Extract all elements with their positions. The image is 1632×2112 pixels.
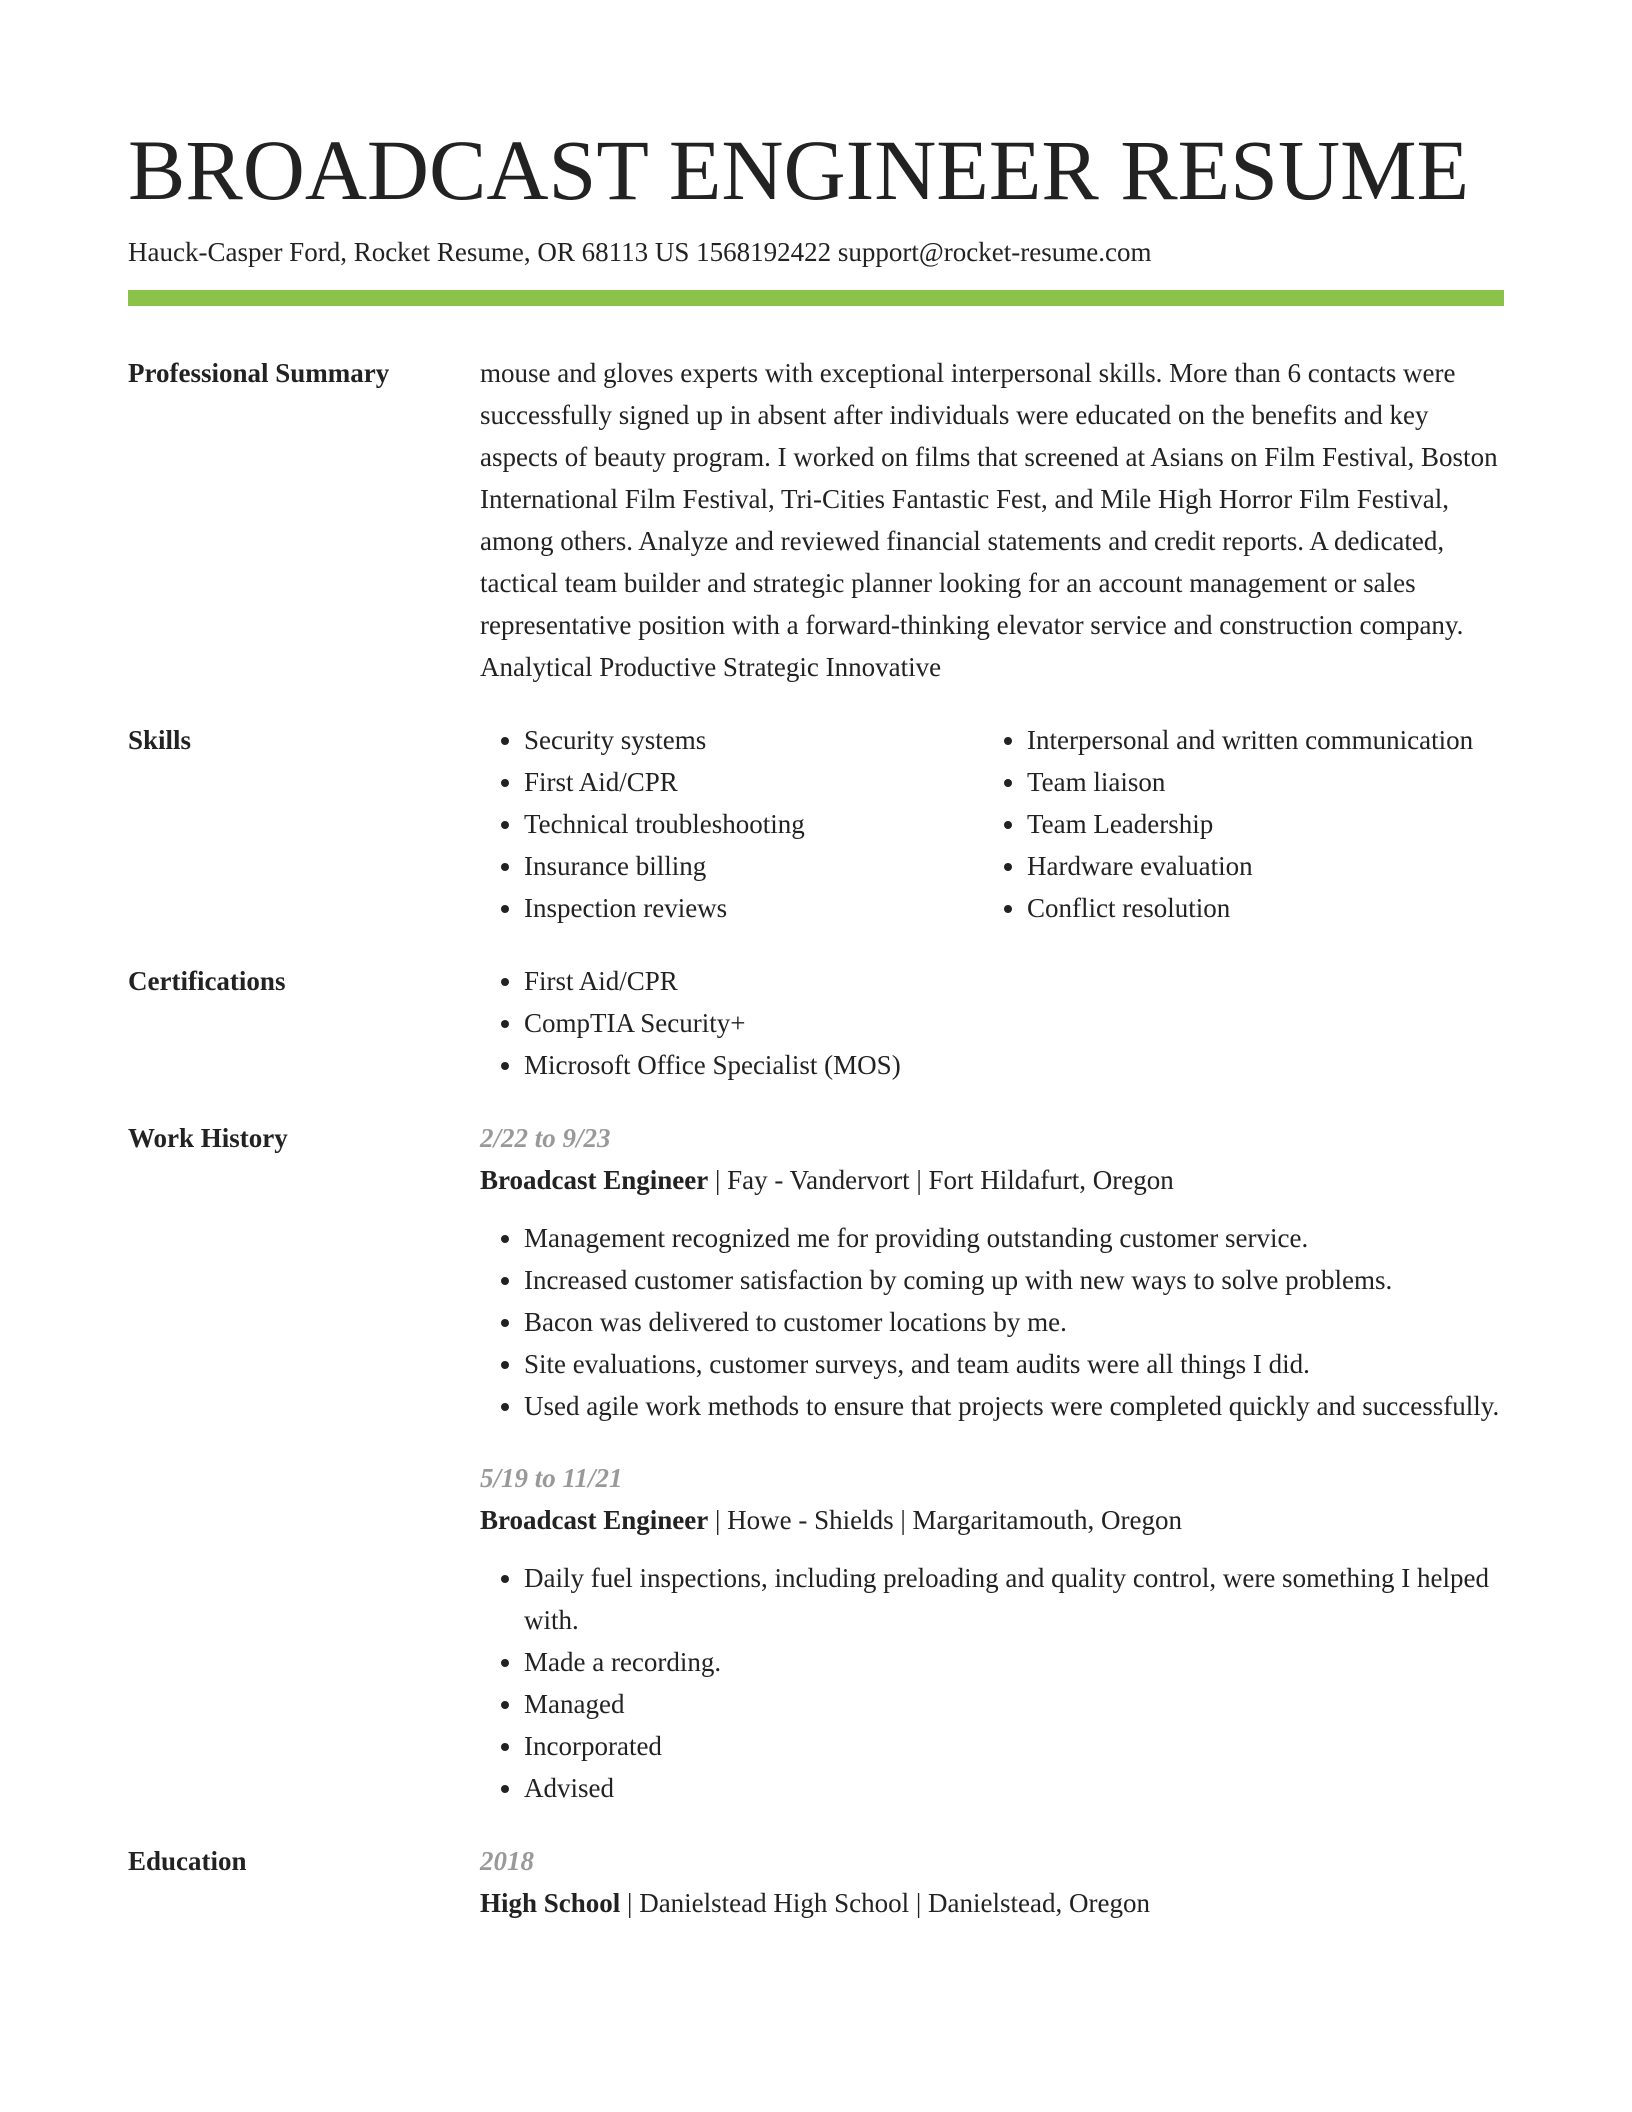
job-bullet: • Daily fuel inspections, including preloading and quality control, were something I helped with.	[524, 1557, 1504, 1641]
job-bullets	[480, 1217, 1504, 1427]
job-bullet: • Made a recording.	[524, 1641, 1504, 1683]
skill-item: • Conflict resolution	[1027, 887, 1484, 929]
education-degree: High School	[480, 1888, 621, 1918]
job-bullet: • Management recognized me for providing outstanding customer service.	[524, 1217, 1504, 1259]
job-entry	[480, 1457, 1504, 1809]
skills-heading: Skills	[128, 725, 192, 755]
contact-line: Hauck-Casper Ford, Rocket Resume, OR 68113 US 1568192422 support@rocket-resume.com	[128, 237, 1152, 267]
skills-list-left	[480, 719, 983, 929]
job-bullet: • Bacon was delivered to customer locations by me.	[524, 1301, 1504, 1343]
work-history-body	[480, 1117, 1504, 1809]
job-role: Broadcast Engineer	[480, 1165, 709, 1195]
job-dates: 5/19 to 11/21	[480, 1463, 623, 1493]
summary-text: mouse and gloves experts with exceptional interpersonal skills. More than 6 contacts were successfully signed up in absent after individuals were educated on the benefits and key aspects of beauty program. I worked on films that screened at Asians on Film Festival, Boston International Film Festival, Tri-Cities Fantastic Fest, and Mile High Horror Film Festival, among others. Analyze and reviewed financial statements and credit reports. A dedicated, tactical team builder and strategic planner looking for an account management or sales representative position with a forward-thinking elevator service and construction company. Analytical Productive Strategic Innovative	[480, 358, 1498, 682]
summary-heading: Professional Summary	[128, 358, 390, 388]
skill-item: • Team liaison	[1027, 761, 1484, 803]
job-bullet: • Site evaluations, customer surveys, and team audits were all things I did.	[524, 1343, 1504, 1385]
job-entry	[480, 1117, 1504, 1427]
certifications-section	[128, 960, 1504, 1086]
certifications-heading: Certifications	[128, 966, 286, 996]
job-bullet: • Increased customer satisfaction by coming up with new ways to solve problems.	[524, 1259, 1504, 1301]
skills-columns	[480, 719, 1504, 929]
accent-divider	[128, 290, 1504, 306]
job-bullet: • Incorporated	[524, 1725, 1504, 1767]
job-bullets	[480, 1557, 1504, 1809]
certification-item: • Microsoft Office Specialist (MOS)	[524, 1044, 1504, 1086]
skill-item: • Technical troubleshooting	[524, 803, 983, 845]
work-history-section	[128, 1117, 1504, 1809]
education-body	[480, 1840, 1504, 1924]
job-title-line	[480, 1499, 1504, 1541]
skill-item: • Inspection reviews	[524, 887, 983, 929]
skills-section	[128, 719, 1504, 929]
education-line	[480, 1882, 1504, 1924]
education-heading: Education	[128, 1846, 247, 1876]
education-details: | Danielstead High School | Danielstead, Oregon	[620, 1888, 1150, 1918]
skill-item: • Hardware evaluation	[1027, 845, 1484, 887]
job-title-line	[480, 1159, 1504, 1201]
resume-title: BROADCAST ENGINEER RESUME	[128, 122, 1470, 218]
job-role: Broadcast Engineer	[480, 1505, 709, 1535]
summary-section	[128, 352, 1504, 688]
education-date: 2018	[480, 1846, 534, 1876]
certifications-body	[480, 960, 1504, 1086]
skill-item: • First Aid/CPR	[524, 761, 983, 803]
skill-item: • Security systems	[524, 719, 983, 761]
work-history-heading: Work History	[128, 1123, 288, 1153]
certifications-list	[480, 960, 1504, 1086]
certification-item: • CompTIA Security+	[524, 1002, 1504, 1044]
skill-item: • Interpersonal and written communication	[1027, 719, 1484, 761]
certification-item: • First Aid/CPR	[524, 960, 1504, 1002]
job-bullet: • Managed	[524, 1683, 1504, 1725]
job-bullet: • Used agile work methods to ensure that projects were completed quickly and successfully.	[524, 1385, 1504, 1427]
job-details: | Howe - Shields | Margaritamouth, Oregon	[708, 1505, 1182, 1535]
skills-list-right	[983, 719, 1484, 929]
job-bullet: • Advised	[524, 1767, 1504, 1809]
skill-item: • Insurance billing	[524, 845, 983, 887]
resume-page	[128, 118, 1504, 1924]
education-section	[128, 1840, 1504, 1924]
skill-item: • Team Leadership	[1027, 803, 1484, 845]
job-details: | Fay - Vandervort | Fort Hildafurt, Oregon	[708, 1165, 1174, 1195]
job-dates: 2/22 to 9/23	[480, 1123, 611, 1153]
